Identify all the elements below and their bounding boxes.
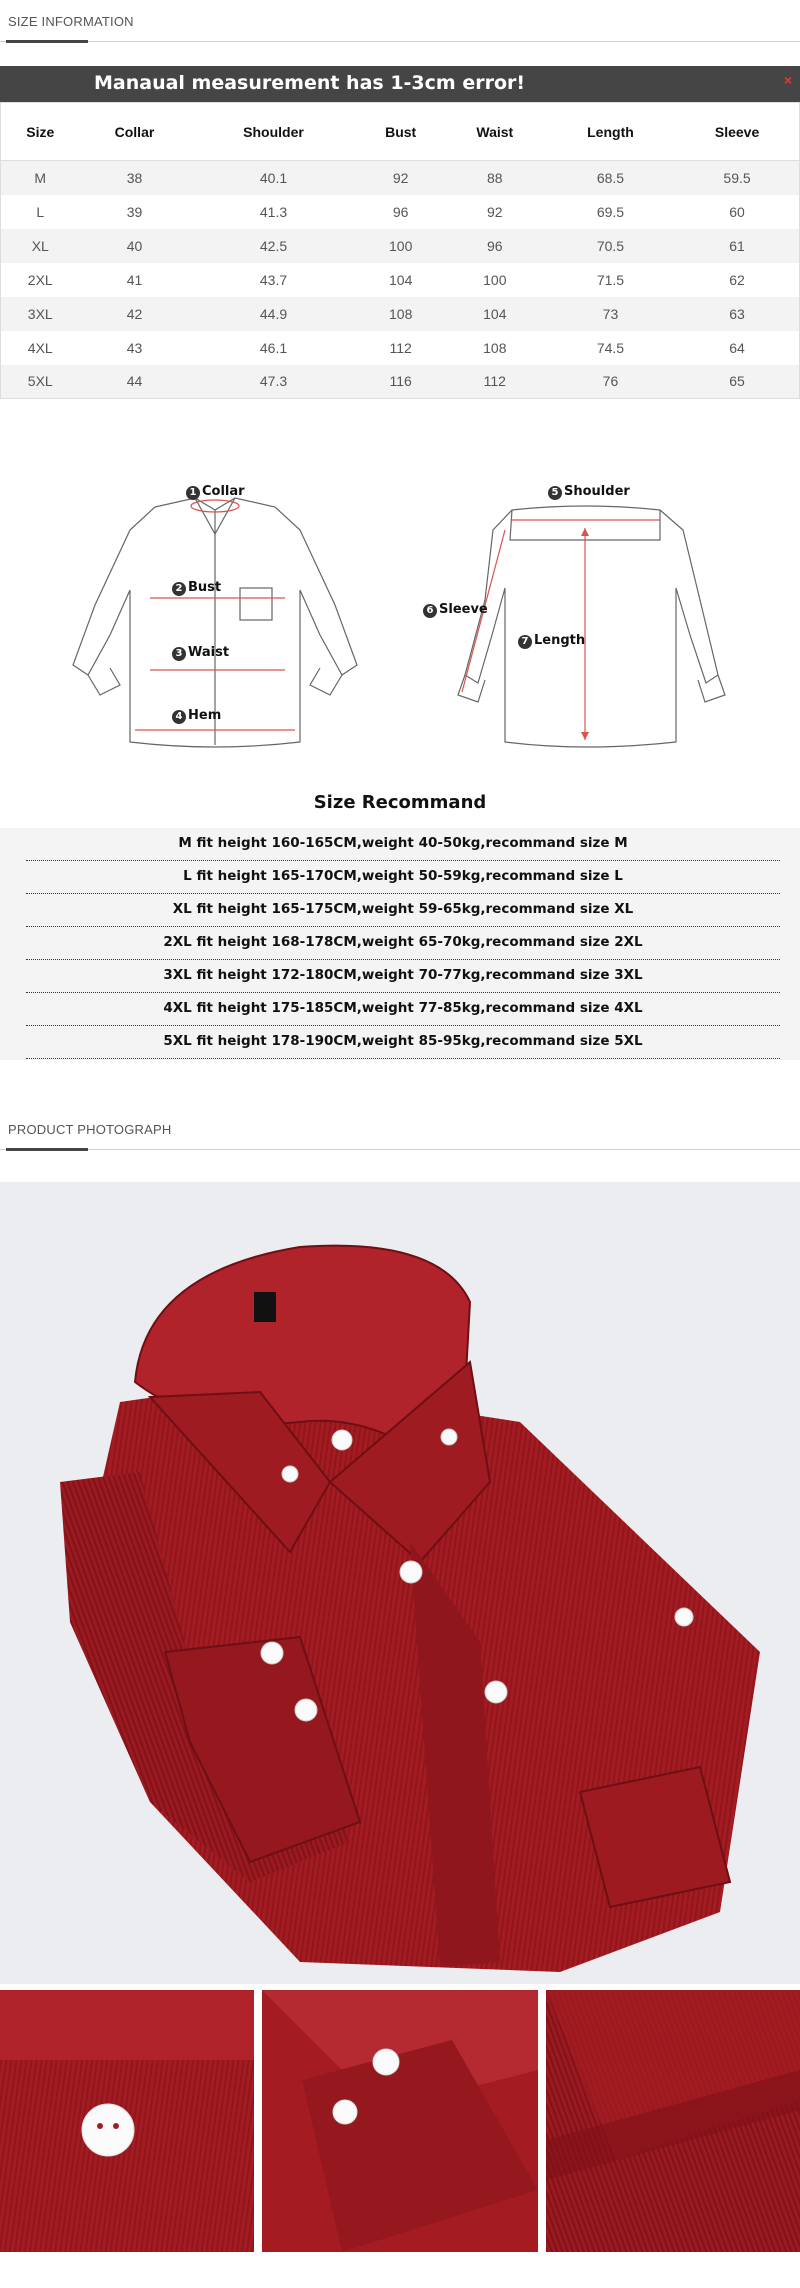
table-cell: 3XL [1,297,80,331]
table-cell: 59.5 [675,161,799,195]
measurement-diagram [0,470,800,760]
table-cell: 41.3 [259,203,288,220]
detail-photo-button [0,1990,254,2252]
table-row [1,161,800,195]
table-cell: 68.5 [546,161,675,195]
table-cell: 38 [80,161,190,195]
table-header: Sleeve [675,103,799,161]
table-cell: 71.5 [596,271,625,288]
table-row [1,297,800,331]
table-cell: 41 [126,271,143,288]
table-cell: 96 [444,229,546,263]
table-header: Bust [358,103,444,161]
table-cell: 64 [729,339,745,356]
table-cell: 104 [444,297,546,331]
size-table [0,102,800,399]
waist-label: 3 Waist [172,645,229,661]
table-cell: 60 [729,203,745,220]
table-cell: 100 [483,271,507,288]
table-cell: 112 [444,365,546,399]
table-cell: 43.7 [259,271,288,288]
table-cell: 100 [358,229,444,263]
size-recommend-list [0,828,800,1060]
shoulder-label: 5 Shoulder [548,484,630,500]
sleeve-label: 6 Sleeve [423,602,488,618]
table-cell: 73 [546,297,675,331]
section-title: SIZE INFORMATION [8,14,134,29]
table-header: Size [1,103,80,161]
table-cell: 92 [487,203,503,220]
table-row [1,229,800,263]
measurement-error-banner [0,66,800,102]
size-information-header [0,2,800,42]
collar-label: 1 Collar [186,484,245,500]
length-label: 7 Length [518,633,585,649]
table-cell: 96 [392,203,409,220]
table-cell: 44.9 [189,297,357,331]
detail-fabric-illustration [546,1990,800,2252]
table-cell: 108 [483,339,507,356]
table-cell: 43 [126,339,143,356]
table-cell: XL [1,229,80,263]
table-cell: 88 [444,161,546,195]
table-cell: 92 [358,161,444,195]
table-row [1,365,800,399]
recommend-row: 2XL fit height 168-178CM,weight 65-70kg,recommand size 2XL [26,927,780,960]
table-cell: 42 [80,297,190,331]
recommend-row: L fit height 165-170CM,weight 50-59kg,recommand size L [26,861,780,894]
table-header: Shoulder [189,103,357,161]
table-cell: 112 [389,339,412,356]
table-cell: 104 [389,271,413,288]
table-header: Waist [444,103,546,161]
recommend-row: 3XL fit height 172-180CM,weight 70-77kg,recommand size 3XL [26,960,780,993]
table-cell: 76 [546,365,675,399]
table-row [1,331,800,365]
shirt-diagram-illustration [0,470,800,760]
table-cell: 69.5 [596,203,625,220]
banner-text: Manaual measurement has 1-3cm error! [94,72,526,94]
table-cell: 65 [675,365,799,399]
bust-label: 2 Bust [172,580,221,596]
table-cell: 63 [675,297,799,331]
table-cell: 40.1 [189,161,357,195]
table-cell: 70.5 [546,229,675,263]
product-photograph-header [0,1110,800,1150]
recommend-row: 4XL fit height 175-185CM,weight 77-85kg,recommand size 4XL [26,993,780,1026]
table-cell: L [36,203,45,220]
section-underline [6,40,88,43]
table-cell: 74.5 [596,339,625,356]
close-icon[interactable]: × [783,72,792,88]
detail-photo-cuff [262,1990,538,2252]
recommend-row: M fit height 160-165CM,weight 40-50kg,recommand size M [26,828,780,861]
section-title: PRODUCT PHOTOGRAPH [8,1122,172,1137]
table-cell: 44 [80,365,190,399]
shirt-illustration [0,1182,800,1984]
table-cell: 5XL [1,365,80,399]
table-cell: 39 [126,203,143,220]
detail-photo-fabric [546,1990,800,2252]
table-cell: 42.5 [189,229,357,263]
table-header-row [1,103,800,161]
section-underline [6,1148,88,1151]
table-cell: 62 [729,271,745,288]
table-cell: 2XL [27,271,53,288]
table-header: Length [546,103,675,161]
recommend-row: XL fit height 165-175CM,weight 59-65kg,recommand size XL [26,894,780,927]
table-row [1,195,800,229]
table-cell: 40 [80,229,190,263]
table-cell: 116 [358,365,444,399]
product-photo-main [0,1182,800,1984]
detail-cuff-illustration [262,1990,538,2252]
table-cell: 47.3 [189,365,357,399]
table-row [1,263,800,297]
table-header: Collar [80,103,190,161]
hem-label: 4 Hem [172,708,221,724]
table-cell: 4XL [27,339,53,356]
detail-button-illustration [0,1990,254,2252]
table-cell: M [1,161,80,195]
recommend-row: 5XL fit height 178-190CM,weight 85-95kg,recommand size 5XL [26,1026,780,1059]
table-cell: 108 [358,297,444,331]
table-cell: 61 [675,229,799,263]
size-recommend-title: Size Recommand [313,792,487,813]
table-cell: 46.1 [259,339,288,356]
